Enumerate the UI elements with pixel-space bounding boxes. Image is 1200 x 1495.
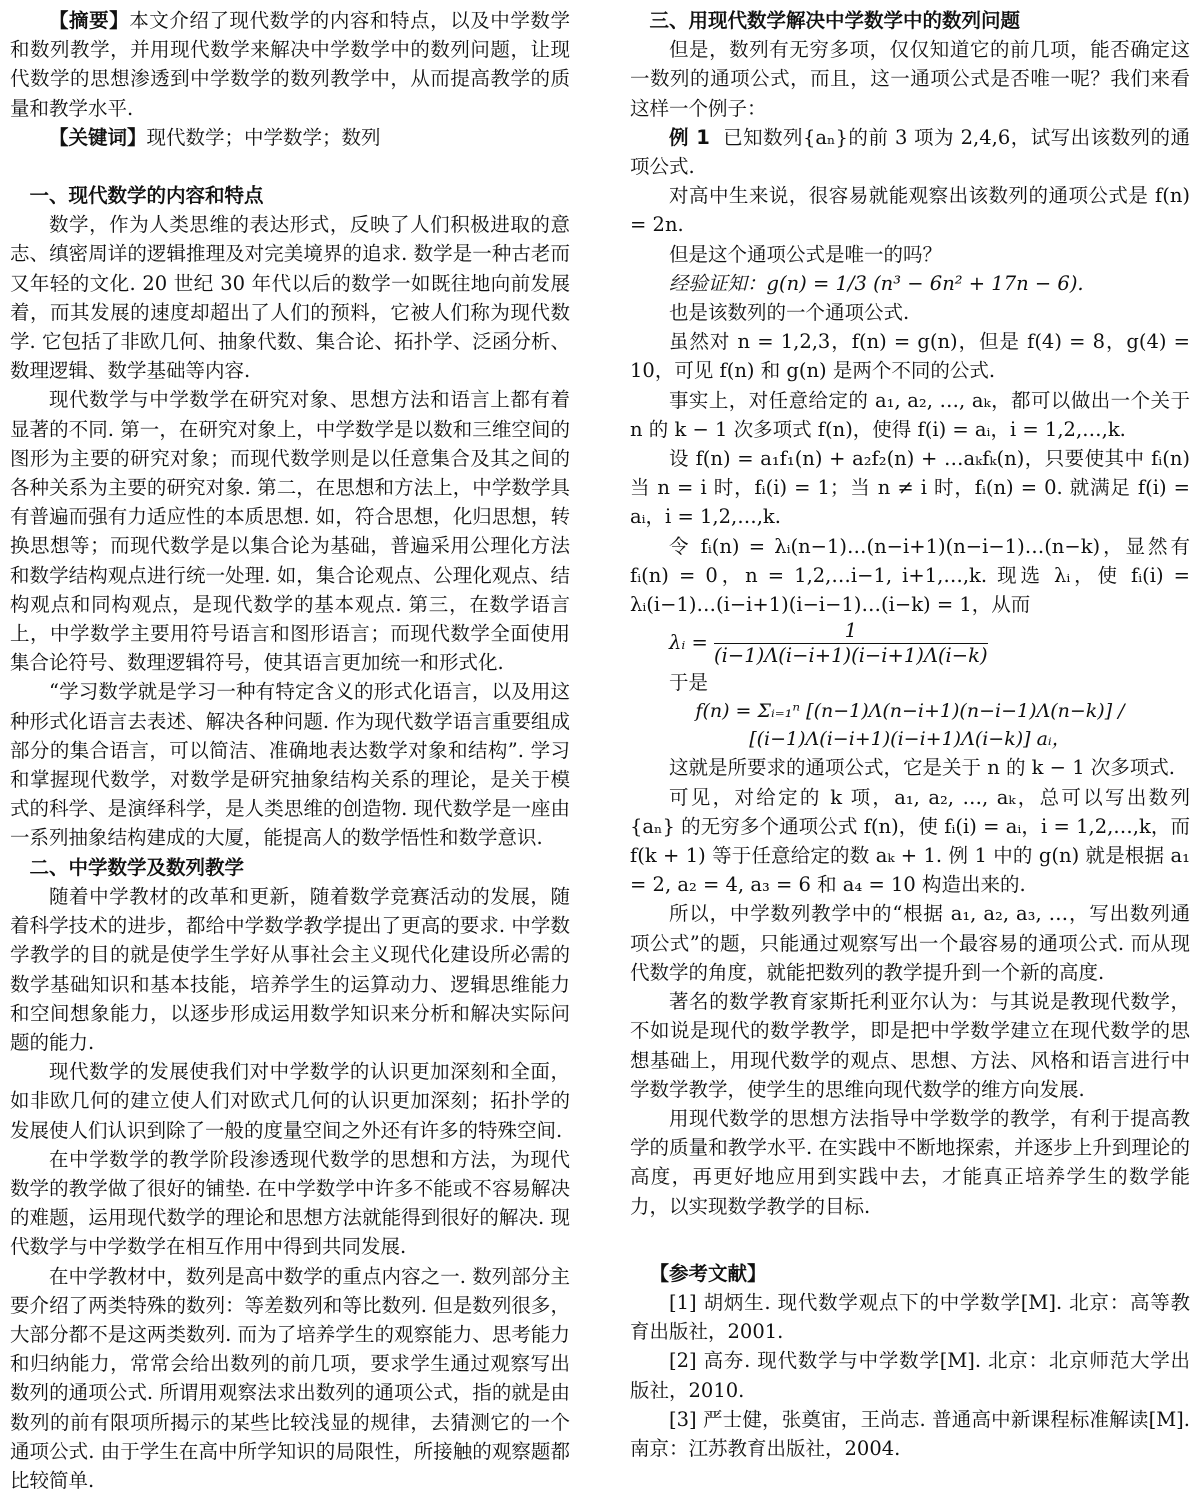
left-column (10, 6, 570, 1492)
section-3-paragraph: 于是 (669, 671, 709, 695)
section-3-paragraph: 但是这个通项公式是唯一的吗？ (669, 242, 943, 266)
reference-item: [3] 严士健，张奠宙，王尚志. 普通高中新课程标准解读[M]. 南京：江苏教育出版社，2004. (630, 1407, 1190, 1460)
section-2-paragraph: 在中学教材中，数列是高中数学的重点内容之一. 数列部分主要介绍了两类特殊的数列：等差数列和等比数列. 但是数列很多，大部分都不是这两类数列. 而为了培养学生的观察能力、思考能力和归纳能力，常常会给出数列的前几项，要求学生通过观察写出数列的通项公式. 所谓用观察法求出数列的通项公式，指的就是由数列的前有限项所揭示的某些比较浅显的规律，去猜测它的一个通项公式. 由于学生在高中所学知识的局限性，所接触的观察题都比较简单. (10, 1264, 570, 1492)
spacer (10, 152, 570, 181)
section-1-paragraph: 数学，作为人类思维的表达形式，反映了人们积极进取的意志、缜密周详的逻辑推理及对完美境界的追求. 数学是一种古老而又年轻的文化. 20 世纪 30 年代以后的数学一如既往地向前发展着，而其发展的速度却超出了人们的预料，它被人们称为现代数学. 它包括了非欧几何、抽象代数、集合论、拓扑学、泛函分析、数理逻辑、数学基础等内容. (10, 213, 570, 383)
section-3-paragraph: 用现代数学的思想方法指导中学数学的教学，有利于提高教学的质量和教学水平. 在实践中不断地探索，并逐步上升到理论的高度，再更好地应用到实践中去，才能真正培养学生的数学能力，以实现数学教学的目标. (630, 1106, 1190, 1218)
formula-lambda-numerator: 1 (714, 619, 988, 644)
example-text: 已知数列{aₙ}的前 3 项为 2,4,6，试写出该数列的通项公式. (630, 125, 1190, 179)
section-3-paragraph: 著名的数学教育家斯托利亚尔认为：与其说是教现代数学，不如说是现代的数学教学，即是把中学数学建立在现代数学的思想基础上，用现代数学的观点、思想、方法、风格和语言进行中学数学教学，使学生的思维向现代数学的维方向发展. (630, 990, 1190, 1101)
formula-lambda (630, 619, 1190, 668)
example-label: 例 1 (669, 125, 710, 149)
section-1-title: 一、现代数学的内容和特点 (29, 184, 264, 208)
section-1-paragraph: “学习数学就是学习一种有特定含义的形式化语言，以及用这种形式化语言去表述、解决各种问题. 作为现代数学语言重要组成部分的集合语言，可以简洁、准确地表达数学对象和结构”. 学习和掌握现代数学，对数学是研究抽象结构关系的理论，是关于模式的科学、是演绎科学，是人类思维的创造物. 现代数学是一座由一系列抽象结构建成的大厦，能提高人的数学悟性和数学意识. (10, 680, 570, 850)
abstract-label: 【摘要】 (49, 9, 130, 32)
section-3-paragraph: 令 fᵢ(n) = λᵢ(n−1)…(n−i+1)(n−i−1)…(n−k)，显然有 fᵢ(n) = 0，n = 1,2,…i−1, i+1,…,k. 现选 λᵢ，使 fᵢ(i) = λᵢ(i−1)…(i−i+1)(i−i−1)…(i−k) = 1，从而 (630, 534, 1190, 617)
section-2-title: 二、中学数学及数列教学 (29, 855, 245, 879)
formula-lambda-lhs: λᵢ = (669, 631, 708, 655)
references-title: 【参考文献】 (649, 1261, 767, 1285)
keywords (10, 123, 570, 152)
abstract (10, 6, 570, 123)
section-3-paragraph: 事实上，对任意给定的 a₁, a₂, …, aₖ，都可以做出一个关于 n 的 k − 1 次多项式 f(n)，使得 f(i) = aᵢ，i = 1,2,…,k. (630, 388, 1190, 441)
formula-f: f(n) = Σᵢ₌₁ⁿ [(n−1)Λ(n−i+1)(n−i−1)Λ(n−k)] / [(i−1)Λ(i−i+1)(i−i+1)Λ(i−k)] aᵢ， (695, 700, 1125, 751)
section-2-paragraph: 在中学数学的教学阶段渗透现代数学的思想和方法，为现代数学的教学做了很好的铺垫. 在中学数学中许多不能或不容易解决的难题，运用现代数学的理论和思想方法就能得到很好的解决. 现代数学与中学数学在相互作用中得到共同发展. (10, 1147, 570, 1259)
section-3-paragraph: 这就是所要求的通项公式，它是关于 n 的 k − 1 次多项式. (669, 756, 1176, 780)
right-column (630, 6, 1190, 1460)
section-3-paragraph: 所以，中学数列教学中的“根据 a₁, a₂, a₃, …，写出数列通项公式”的题，只能通过观察写出一个最容易的通项公式. 而从现代数学的角度，就能把数列的教学提升到一个新的高度. (630, 902, 1190, 984)
section-2-paragraph: 随着中学教材的改革和更新，随着数学竞赛活动的发展，随着科学技术的进步，都给中学数学教学提出了更高的要求. 中学数学教学的目的就是使学生学好从事社会主义现代化建设所必需的数学基础知识和基本技能，培养学生的运算动力、逻辑思维能力和空间想象能力，以逐步形成运用数学知识来分析和解决实际问题的能力. (10, 884, 570, 1054)
keywords-label: 【关键词】 (49, 125, 147, 149)
section-3-paragraph: 也是该数列的一个通项公式. (669, 301, 910, 325)
formula-lambda-denominator: (i−1)Λ(i−i+1)(i−i+1)Λ(i−k) (714, 644, 988, 668)
section-3-paragraph: 对高中生来说，很容易就能观察出该数列的通项公式是 f(n) = 2n. (630, 184, 1190, 237)
section-1-paragraph: 现代数学与中学数学在研究对象、思想方法和语言上都有着显著的不同. 第一，在研究对象上，中学数学是以数和三维空间的图形为主要的研究对象；而现代数学则是以任意集合及其之间的各种关系为主要的研究对象. 第二，在思想和方法上，中学数学具有普遍而强有力适应性的本质思想. 如，符合思想，化归思想，转换思想等；而现代数学是以集合论为基础，普遍采用公理化方法和数学结构观点进行统一处理. 如，集合论观点、公理化观点、结构观点和同构观点，是现代数学的基本观点. 第三，在数学语言上，中学数学主要用符号语言和图形语言；而现代数学全面使用集合论符号、数理逻辑符号，使其语言更加统一和形式化. (10, 388, 570, 675)
section-3-paragraph: 可见，对给定的 k 项，a₁, a₂, …, aₖ，总可以写出数列 {aₙ} 的无穷多个通项公式 f(n)，使 fᵢ(i) = aᵢ，i = 1,2,…,k，而 f(k + 1) 等于任意给定的数 aₖ + 1. 例 1 中的 g(n) 就是根据 a₁ = 2, a₂ = 4, a₃ = 6 和 a₄ = 10 构造出来的. (630, 785, 1190, 897)
example-1 (630, 123, 1190, 181)
reference-item: [2] 高夯. 现代数学与中学数学[M]. 北京：北京师范大学出版社，2010. (630, 1349, 1190, 1402)
abstract-text: 本文介绍了现代数学的内容和特点，以及中学数学和数列教学，并用现代数学来解决中学数学中的数列问题，让现代数学的思想渗透到中学数学的数列教学中，从而提高教学的质量和教学水平. (10, 9, 570, 120)
section-2-paragraph: 现代数学的发展使我们对中学数学的认识更加深刻和全面，如非欧几何的建立使人们对欧式几何的认识更加深刻；拓扑学的发展使人们认识到除了一般的度量空间之外还有许多的特殊空间. (10, 1060, 570, 1142)
section-3-paragraph: 虽然对 n = 1,2,3，f(n) = g(n)，但是 f(4) = 8，g(4) = 10，可见 f(n) 和 g(n) 是两个不同的公式. (630, 330, 1190, 383)
keywords-text: 现代数学；中学数学；数列 (146, 125, 381, 149)
formula-lambda-fraction (714, 619, 988, 668)
section-3-paragraph: 但是，数列有无穷多项，仅仅知道它的前几项，能否确定这一数列的通项公式，而且，这一通项公式是否唯一呢？我们来看这样一个例子： (630, 38, 1190, 120)
formula-g: 经验证知：g(n) = 1/3 (n³ − 6n² + 17n − 6). (669, 271, 1084, 295)
reference-item: [1] 胡炳生. 现代数学观点下的中学数学[M]. 北京：高等教育出版社，2001. (630, 1290, 1190, 1344)
section-3-paragraph: 设 f(n) = a₁f₁(n) + a₂f₂(n) + …aₖfₖ(n)，只要使其中 fᵢ(n) 当 n = i 时，fᵢ(i) = 1；当 n ≠ i 时，fᵢ(n) = 0. 就满足 f(i) = aᵢ，i = 1,2,…,k. (630, 447, 1190, 529)
section-3-title: 三、用现代数学解决中学数学中的数列问题 (649, 9, 1021, 32)
